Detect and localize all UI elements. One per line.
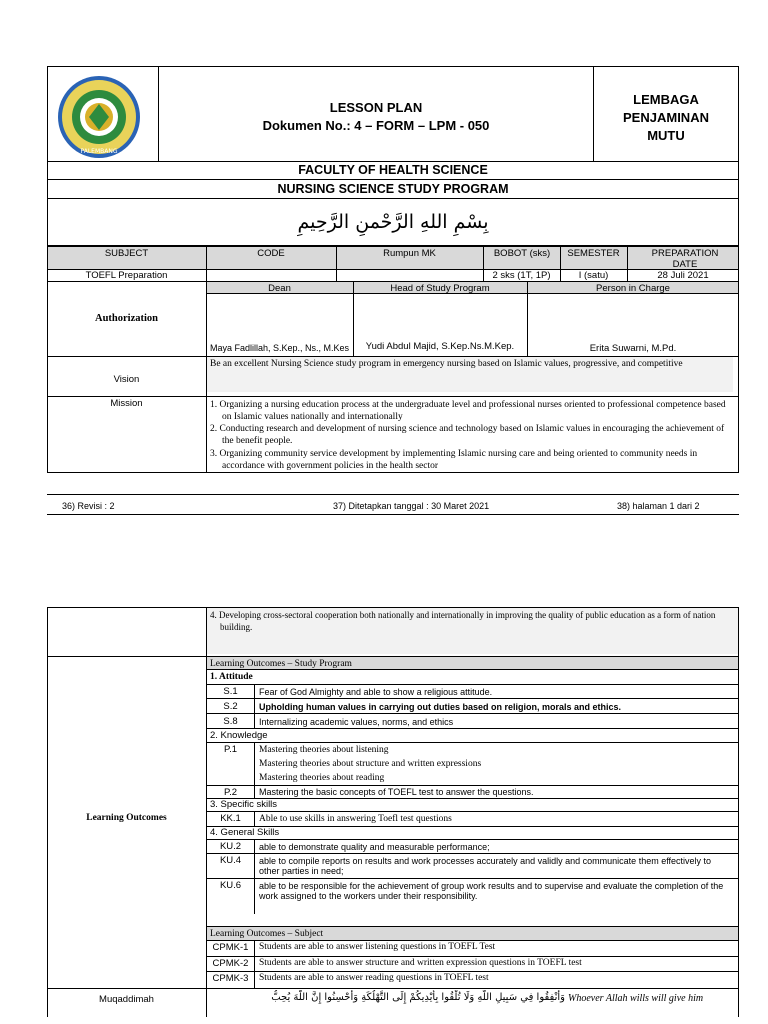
general-text-ku6: able to be responsible for the achievement of group work results and to supervise and evaluate the completion of the work assigned to the workers under their responsibility. [259,881,724,901]
value-subject: TOEFL Preparation [85,270,168,281]
logo-text: PALEMBANG [80,148,118,155]
knowledge-p2-text: Mastering the basic concepts of TOEFL test to answer the questions. [259,787,534,797]
name-head: Yudi Abdul Majid, S.Kep.Ns.M.Kep. [365,341,515,352]
muqaddimah-english: Whoever Allah wills will give him [568,993,704,1004]
header-bobot: BOBOT (sks) [493,248,551,259]
knowledge-p1-line-2: Mastering theories about structure and written expressions [259,759,482,769]
doc-title: LESSON PLAN [329,100,423,115]
faculty-row [47,161,739,180]
knowledge-title: 2. Knowledge [210,730,268,741]
lo-subject-title: Learning Outcomes – Subject [210,929,324,939]
general-text-ku2: able to demonstrate quality and measurable performance; [259,842,490,852]
general-code-ku4: KU.4 [219,855,242,866]
knowledge-code-p2: P.2 [223,787,238,798]
faculty-name: FACULTY OF HEALTH SCIENCE [298,163,488,177]
general-code-ku6: KU.6 [219,880,242,891]
knowledge-p1-line-1: Mastering theories about listening [259,745,389,755]
general-code-ku2: KU.2 [219,841,242,852]
mission-item-3: 3. Organizing community service development by implementing Islamic nursing care and being oriented to community needs in accordance with government policies in the health sector [210,449,698,471]
page-2 [0,600,768,1024]
header-preparation-date: PREPARATION DATE [651,248,719,270]
learning-outcomes-label: Learning Outcomes [86,813,167,823]
mission-label: Mission [110,398,143,409]
cpmk-text-1: Students are able to answer listening questions in TOEFL Test [259,942,496,952]
specific-code: KK.1 [220,813,241,824]
attitude-text-1: Fear of God Almighty and able to show a religious attitude. [259,687,493,697]
mission-item-4: 4. Developing cross-sectoral cooperation both nationally and internationally in improving the quality of public education as a form of nation building. [210,610,716,632]
cpmk-text-2: Students are able to answer structure and written expression questions in TOEFL test [259,958,582,968]
cpmk-text-3: Students are able to answer reading questions in TOEFL test [259,973,489,983]
mission-item-2: 2. Conducting research and development of nursing science and technology based on Islamic values in encouraging the achievement of the benefit people. [210,424,725,446]
general-skills-title: 4. General Skills [210,827,280,838]
specific-text: Able to use skills in answering Toefl test questions [259,814,452,824]
basmala-row [47,198,739,246]
mission-item-1: 1. Organizing a nursing education process at the undergraduate level and professional nurses oriented to professional competence based on Islamic values nationally and internationally [210,400,726,422]
muqaddimah-arabic: وَأَنْفِقُوا فِي سَبِيلِ اللَّهِ وَلَا تُلْقُوا بِأَيْدِيكُمْ إِلَى التَّهْلُكَةِ وَأَحْسِنُوا إِنَّ اللَّهَ يُحِبُّ [271,992,565,1003]
university-logo [56,74,142,160]
attitude-code-3: S.8 [223,716,238,727]
vision-label: Vision [113,374,140,385]
role-dean: Dean [268,283,291,294]
header-semester: SEMESTER [567,248,620,259]
doc-number: Dokumen No.: 4 – FORM – LPM - 050 [262,118,490,133]
footer-page: 38) halaman 1 dari 2 [617,501,700,511]
header-subject: SUBJECT [104,248,149,259]
value-preparation-date: 28 Juli 2021 [657,270,709,281]
attitude-text-3: Internalizing academic values, norms, and ethics [259,717,454,727]
basmala-text: بِسْمِ اللهِ الرَّحْمنِ الرَّحِيمِ [297,211,489,233]
knowledge-p1-line-3: Mastering theories about reading [259,773,385,783]
footer-revision: 36) Revisi : 2 [62,501,115,511]
attitude-text-2: Upholding human values in carrying out duties based on religion, morals and ethics. [259,702,622,712]
header-rumpun: Rumpun MK [383,248,436,259]
muqaddimah-label: Muqaddimah [99,994,154,1005]
cpmk-code-1: CPMK-1 [212,942,249,953]
cpmk-code-3: CPMK-3 [212,973,249,984]
footer-date: 37) Ditetapkan tanggal : 30 Maret 2021 [333,501,490,511]
attitude-title: 1. Attitude [210,672,253,682]
value-bobot: 2 sks (1T, 1P) [492,270,551,281]
role-head: Head of Study Program [390,283,490,294]
authorization-label: Authorization [95,313,158,324]
specific-skills-title: 3. Specific skills [210,799,278,810]
name-pic: Erita Suwarni, M.Pd. [589,343,677,354]
program-name: NURSING SCIENCE STUDY PROGRAM [277,182,509,196]
cpmk-code-2: CPMK-2 [212,958,249,969]
attitude-code-2: S.2 [223,701,238,712]
program-row [47,179,739,199]
value-semester: I (satu) [578,270,609,281]
vision-text: Be an excellent Nursing Science study program in emergency nursing based on Islamic values, progressive, and competitive [210,359,683,369]
general-text-ku4: able to compile reports on results and work processes accurately and validly and communicate them effectively to other parties in need; [259,856,712,876]
institution-name: LEMBAGA PENJAMINAN MUTU [623,92,709,143]
name-dean: Maya Fadlillah, S.Kep., Ns., M.Kes [209,343,350,353]
header-code: CODE [257,248,285,259]
lo-program-title: Learning Outcomes – Study Program [210,659,352,669]
attitude-code-1: S.1 [223,686,238,697]
knowledge-code-p1: P.1 [223,744,238,755]
role-pic: Person in Charge [596,283,670,294]
